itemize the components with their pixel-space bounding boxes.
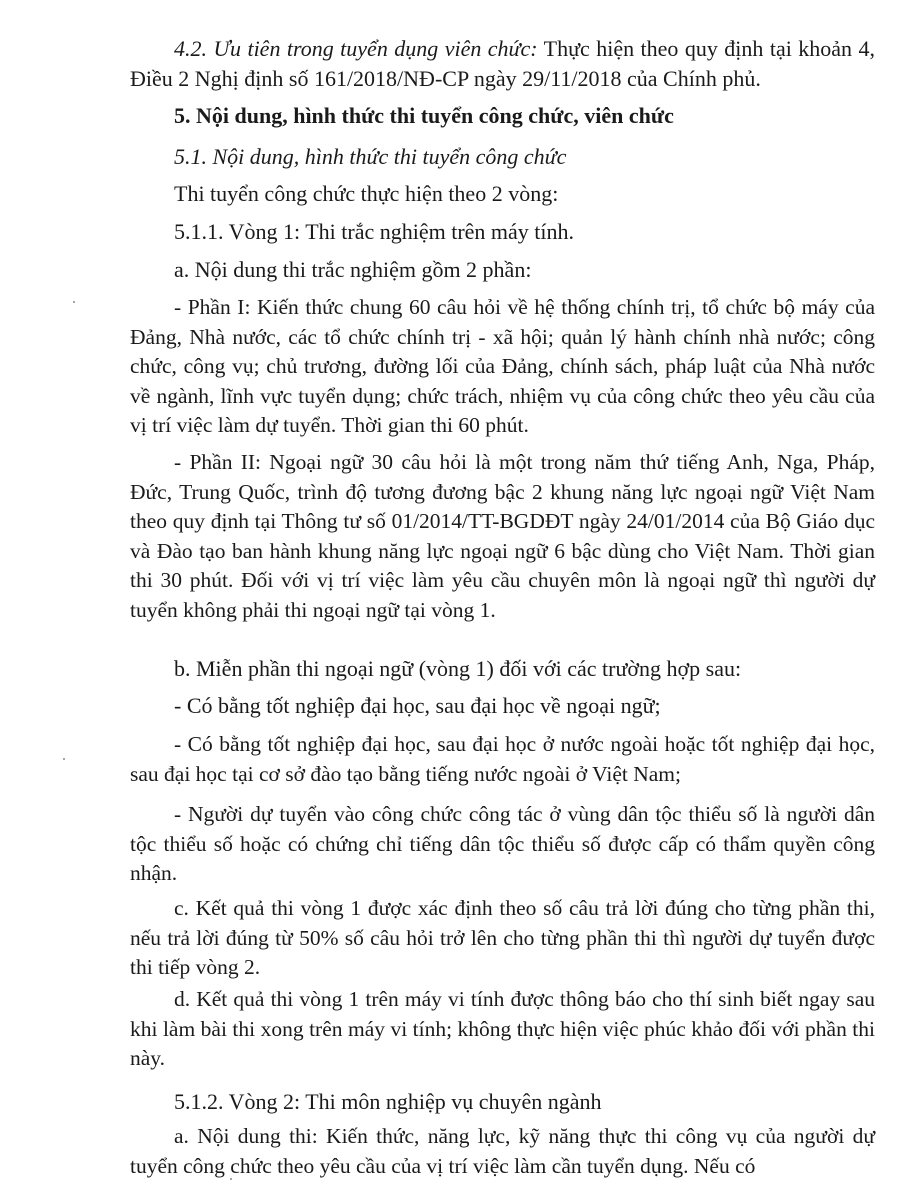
part1-paragraph: - Phần I: Kiến thức chung 60 câu hỏi về hệ thống chính trị, tổ chức bộ máy của Đảng, Nhà nước, các tổ chức chính trị - xã hội; quản lý hành chính nhà nước; công chức, công vụ; chủ trương, đường lối của Đảng, chính sách, pháp luật của Nhà nước về ngành, lĩnh vực tuyển dụng; chức trách, nhiệm vụ của công chức theo yêu cầu của vị trí việc làm dự tuyển. Thời gian thi 60 phút. bbox=[130, 295, 875, 437]
round2-title: 5.1.2. Vòng 2: Thi môn nghiệp vụ chuyên ngành bbox=[174, 1089, 602, 1114]
intro-text: Thi tuyển công chức thực hiện theo 2 vòng: bbox=[174, 181, 559, 206]
round1-c-paragraph: c. Kết quả thi vòng 1 được xác định theo số câu trả lời đúng cho từng phần thi, nếu trả lời đúng từ 50% số câu hỏi trở lên cho từng phần thi thì người dự tuyển được thi tiếp vòng 2. bbox=[130, 896, 875, 979]
round1-d-paragraph: d. Kết quả thi vòng 1 trên máy vi tính được thông báo cho thí sinh biết ngay sau khi làm bài thi xong trên máy vi tính; không thực hiện việc phúc khảo đối với phần thi này. bbox=[130, 987, 875, 1070]
section-4-2-text: Thực hiện theo quy định tại khoản 4, Điều 2 Nghị định số 161/2018/NĐ-CP ngày 29/11/2018 của Chính phủ. bbox=[130, 36, 875, 91]
exemption-item: - Có bằng tốt nghiệp đại học, sau đại học về ngoại ngữ; bbox=[174, 693, 661, 718]
section-4-2-label: 4.2. Ưu tiên trong tuyển dụng viên chức: bbox=[174, 36, 538, 61]
part2-paragraph: - Phần II: Ngoại ngữ 30 câu hỏi là một trong năm thứ tiếng Anh, Nga, Pháp, Đức, Trung Quốc, trình độ tương đương bậc 2 khung năng lực ngoại ngữ Việt Nam theo quy định tại Thông tư số 01/2014/TT-BGDĐT ngày 24/01/2014 của Bộ Giáo dục và Đào tạo ban hành khung năng lực ngoại ngữ 6 bậc dùng cho Việt Nam. Thời gian thi 30 phút. Đối với vị trí việc làm yêu cầu chuyên môn là ngoại ngữ thì người dự tuyển không phải thi ngoại ngữ tại vòng 1. bbox=[130, 450, 875, 622]
exemption-item: - Người dự tuyển vào công chức công tác ở vùng dân tộc thiểu số là người dân tộc thiểu số hoặc có chứng chỉ tiếng dân tộc thiểu số được cấp có thẩm quyền công nhận. bbox=[130, 802, 875, 885]
scan-speck bbox=[63, 758, 65, 760]
heading-5: 5. Nội dung, hình thức thi tuyển công chức, viên chức bbox=[174, 103, 674, 128]
round1-b-title: b. Miễn phần thi ngoại ngữ (vòng 1) đối với các trường hợp sau: bbox=[174, 656, 742, 681]
round1-a-title: a. Nội dung thi trắc nghiệm gồm 2 phần: bbox=[174, 257, 532, 282]
exemption-item: - Có bằng tốt nghiệp đại học, sau đại học ở nước ngoài hoặc tốt nghiệp đại học, sau đại học tại cơ sở đào tạo bằng tiếng nước ngoài ở Việt Nam; bbox=[130, 732, 875, 786]
paragraph-4-2 bbox=[130, 34, 875, 94]
heading-5-1: 5.1. Nội dung, hình thức thi tuyển công chức bbox=[174, 144, 567, 169]
scan-speck bbox=[73, 301, 75, 303]
scan-speck bbox=[230, 1178, 232, 1180]
round2-a-paragraph: a. Nội dung thi: Kiến thức, năng lực, kỹ năng thực thi công vụ của người dự tuyển công chức theo yêu cầu của vị trí việc làm cần tuyển dụng. Nếu có bbox=[130, 1124, 875, 1178]
round1-title: 5.1.1. Vòng 1: Thi trắc nghiệm trên máy tính. bbox=[174, 219, 575, 244]
